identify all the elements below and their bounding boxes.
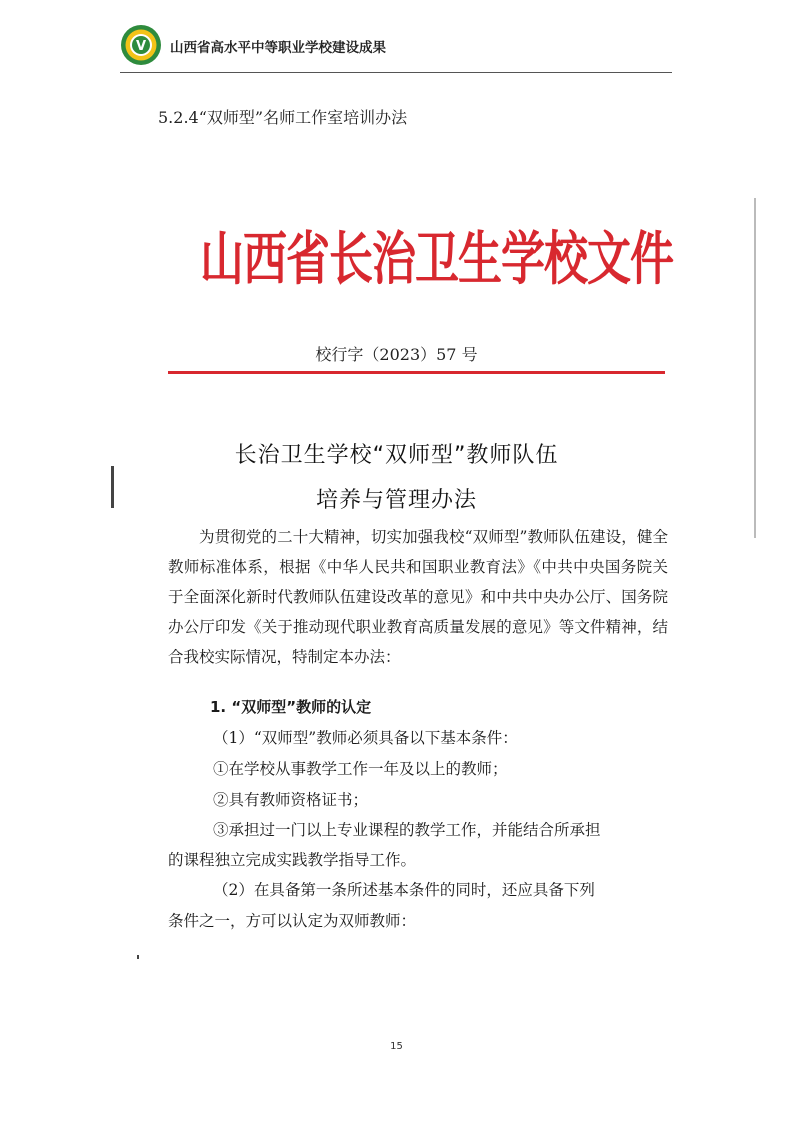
item-1-b: ②具有教师资格证书；	[213, 791, 369, 809]
document-letterhead: 山西省长治卫生学校文件	[200, 226, 673, 293]
scan-dot	[137, 955, 139, 959]
item-1: （1）“双师型”教师必须具备以下基本条件：	[213, 729, 518, 747]
header-title: 山西省高水平中等职业学校建设成果	[170, 40, 386, 56]
intro-paragraph	[168, 522, 668, 672]
header-divider	[120, 72, 672, 73]
item-2-line-2: 条件之一，方可以认定为双师教师：	[168, 912, 417, 930]
svg-text:V: V	[135, 39, 147, 54]
item-1-a: ①在学校从事教学工作一年及以上的教师；	[213, 760, 508, 778]
document-title-line-1: 长治卫生学校“双师型”教师队伍	[234, 443, 559, 468]
document-title-line-2: 培养与管理办法	[315, 488, 477, 513]
document-number: 校行字（2023）57 号	[315, 345, 478, 364]
scan-mark-right	[754, 198, 756, 538]
intro-text: 为贯彻党的二十大精神，切实加强我校“双师型”教师队伍建设，健全教师标准体系，根据《中华人民共和国职业教育法》《中共中央国务院关于全面深化新时代教师队伍建设改革的意见》和中共中央办公厅、国务院办公厅印发《关于推动现代职业教育高质量发展的意见》等文件精神，结合我校实际情况，特制定本办法：	[168, 528, 668, 666]
section-1-heading: 1. “双师型”教师的认定	[210, 698, 372, 716]
school-emblem-icon	[120, 24, 162, 66]
page-header	[120, 24, 672, 74]
scan-mark-left	[111, 466, 114, 508]
item-1-c-line-2: 的课程独立完成实践教学指导工作。	[168, 851, 417, 869]
section-heading: 5.2.4“双师型”名师工作室培训办法	[158, 108, 408, 127]
page-number: 15	[390, 1041, 403, 1052]
item-1-c-line-1: ③承担过一门以上专业课程的教学工作，并能结合所承担	[213, 821, 601, 839]
letterhead-red-divider	[168, 371, 665, 374]
item-2-line-1: （2）在具备第一条所述基本条件的同时，还应具备下列	[213, 881, 595, 899]
